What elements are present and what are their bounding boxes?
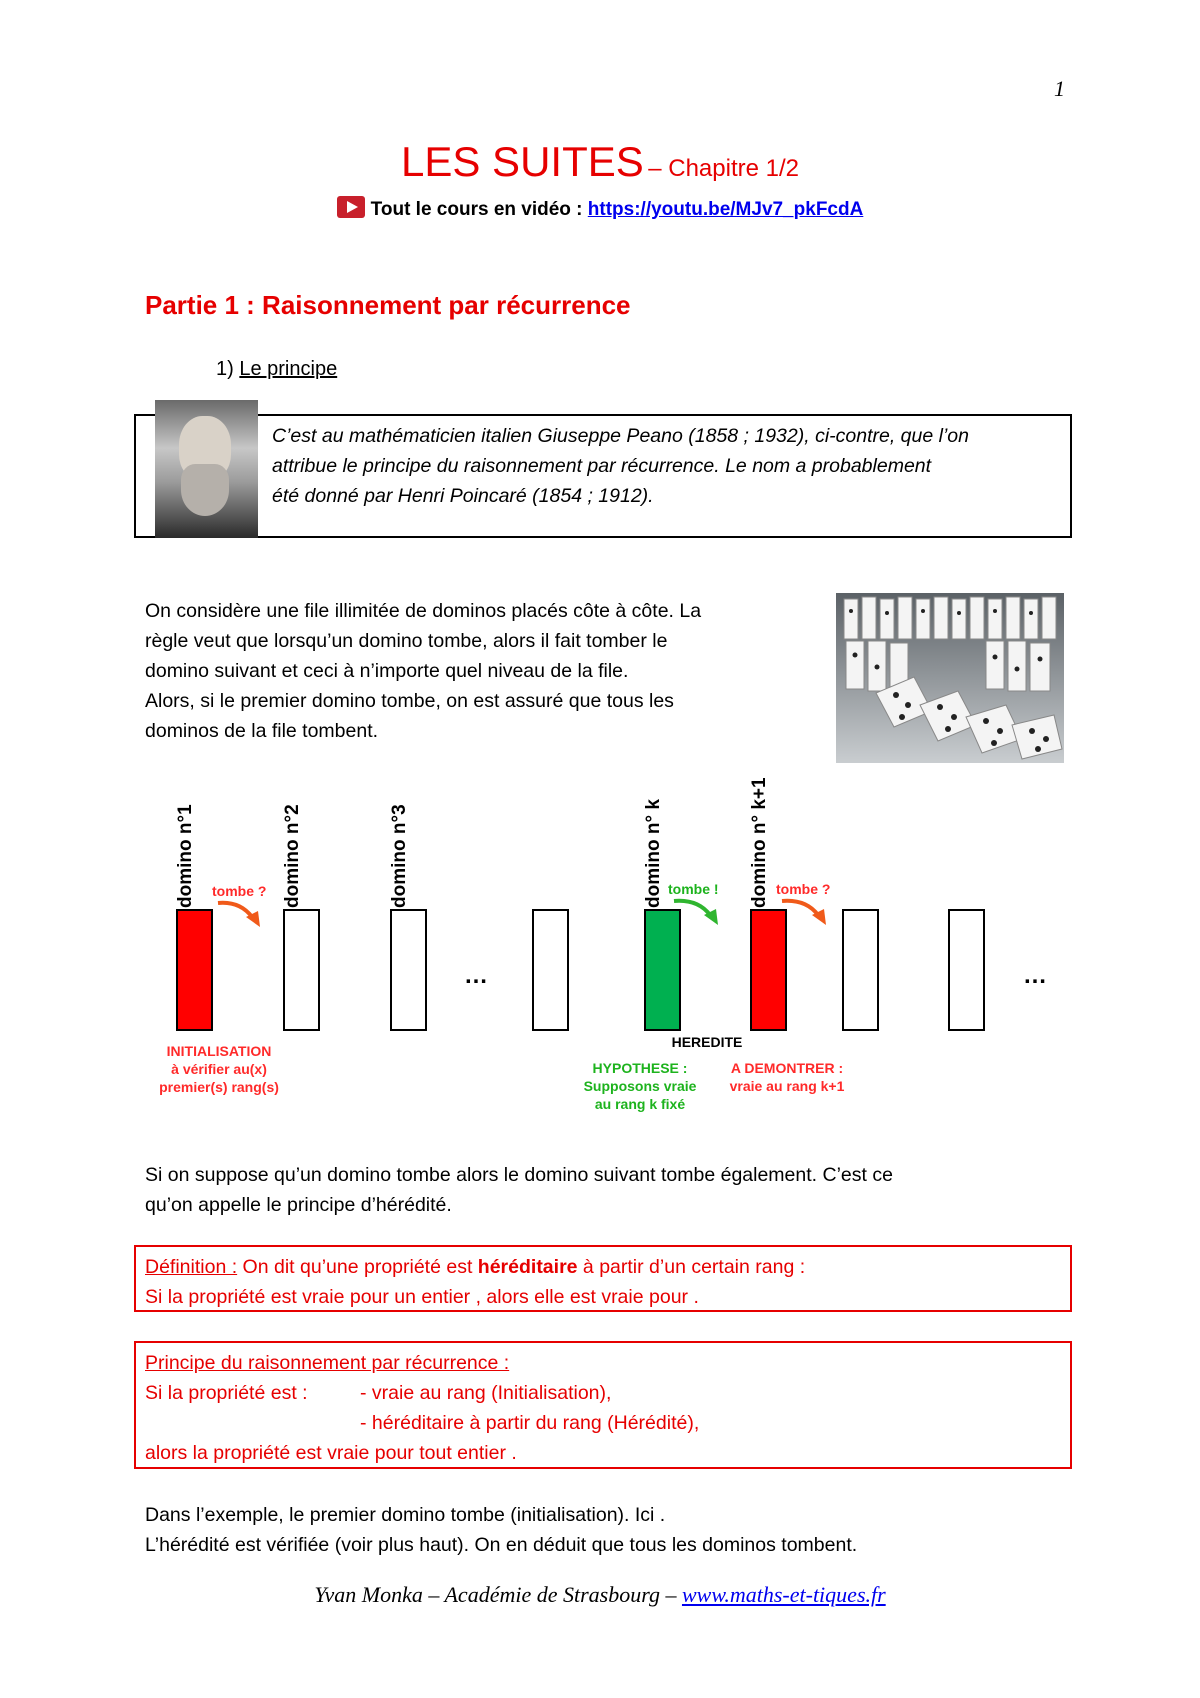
caption-hypothese: HYPOTHESE : — [592, 1060, 688, 1076]
part-title: Partie 1 : Raisonnement par récurrence — [145, 290, 631, 320]
domino-k2 — [843, 910, 878, 1030]
label-domino-k1: domino n° k+1 — [749, 777, 770, 908]
caption-demontrer: A DEMONTRER : — [730, 1060, 844, 1076]
domino-k-minus — [533, 910, 568, 1030]
principle-label: Principe du raisonnement par récurrence : — [145, 1352, 510, 1374]
page-number: 1 — [1054, 76, 1065, 101]
definition-text-a: On dit qu’une propriété est — [237, 1256, 478, 1278]
page-title — [0, 138, 1200, 186]
title-main: LES SUITES — [401, 138, 644, 185]
heredite-paragraph — [145, 1160, 1075, 1220]
definition-label: Définition : — [145, 1256, 238, 1278]
domino-2 — [284, 910, 319, 1030]
domino-k1 — [751, 910, 786, 1030]
definition-text-c: à partir d’un certain rang : — [577, 1256, 806, 1278]
domino-k — [645, 910, 680, 1030]
paragraph-line: On considère une file illimitée de dominos placés côte à côte. La — [145, 600, 702, 622]
paragraph-line: Dans l’exemple, le premier domino tombe (initialisation). Ici . — [145, 1504, 666, 1526]
section-heading — [216, 358, 337, 381]
label-tombe-k: tombe ! — [668, 881, 719, 897]
peano-line: C’est au mathématicien italien Giuseppe Peano (1858 ; 1932), ci-contre, que l’on — [272, 425, 969, 447]
conclusion-paragraph — [145, 1500, 1075, 1560]
principle-line-2: - héréditaire à partir du rang (Hérédité), — [360, 1412, 700, 1434]
section-title: Le principe — [239, 358, 338, 380]
peano-line: attribue le principe du raisonnement par récurrence. Le nom a probablement — [272, 455, 932, 477]
principle-line-1b: - vraie au rang (Initialisation), — [360, 1382, 612, 1404]
label-domino-1: domino n°1 — [175, 804, 196, 908]
label-tombe-1: tombe ? — [212, 883, 267, 899]
definition-text — [145, 1252, 1065, 1312]
label-domino-k: domino n° k — [643, 799, 664, 908]
title-chapter: – Chapitre 1/2 — [648, 155, 799, 182]
footer — [0, 1582, 1200, 1608]
paragraph-line: Si on suppose qu’un domino tombe alors le domino suivant tombe également. C’est ce — [145, 1164, 893, 1186]
label-tombe-k1: tombe ? — [776, 881, 831, 897]
peano-line: été donné par Henri Poincaré (1854 ; 1912). — [272, 485, 654, 507]
caption-dem-2: vraie au rang k+1 — [729, 1078, 845, 1094]
paragraph-line: domino suivant et ceci à n’importe quel niveau de la file. — [145, 660, 629, 682]
caption-initialisation: INITIALISATION — [166, 1043, 272, 1059]
fall-arrow-k1 — [782, 901, 818, 915]
section-number: 1) — [216, 358, 240, 380]
definition-keyword: héréditaire — [477, 1256, 578, 1278]
domino-diagram — [140, 775, 1060, 1140]
caption-hyp-3: au rang k fixé — [594, 1096, 686, 1112]
dominoes-photo — [836, 593, 1064, 763]
label-domino-3: domino n°3 — [389, 804, 410, 908]
definition-line-2: Si la propriété est vraie pour un entier , alors elle est vraie pour . — [145, 1286, 699, 1308]
domino-1 — [177, 910, 212, 1030]
caption-heredite: HEREDITE — [671, 1034, 743, 1050]
video-label: Tout le cours en vidéo : — [370, 199, 588, 220]
caption-init-2: à vérifier au(x) — [171, 1061, 267, 1077]
principle-line-3: alors la propriété est vraie pour tout entier . — [145, 1442, 517, 1464]
footer-link[interactable]: www.maths-et-tiques.fr — [681, 1582, 886, 1607]
domino-k3 — [949, 910, 984, 1030]
paragraph-line: L’hérédité est vérifiée (voir plus haut). On en déduit que tous les dominos tombent. — [145, 1534, 858, 1556]
ellipsis-2: … — [1023, 962, 1047, 989]
paragraph-line: Alors, si le premier domino tombe, on est assuré que tous les — [145, 690, 674, 712]
footer-text: Yvan Monka – Académie de Strasbourg – — [314, 1582, 682, 1607]
peano-portrait — [155, 400, 258, 538]
video-line — [0, 196, 1200, 221]
label-domino-2: domino n°2 — [282, 804, 303, 908]
peano-text — [272, 421, 1062, 511]
caption-init-3: premier(s) rang(s) — [159, 1079, 279, 1095]
principle-line-1a: Si la propriété est : — [145, 1382, 308, 1404]
video-link[interactable]: https://youtu.be/MJv7_pkFcdA — [587, 199, 864, 220]
caption-hyp-2: Supposons vraie — [583, 1078, 697, 1094]
ellipsis-1: … — [464, 962, 488, 989]
play-video-icon[interactable] — [337, 196, 365, 218]
principle-text — [145, 1348, 1065, 1468]
domino-3 — [391, 910, 426, 1030]
paragraph-line: règle veut que lorsqu’un domino tombe, alors il fait tomber le — [145, 630, 668, 652]
domino-paragraph — [145, 596, 785, 746]
fall-arrow — [218, 903, 252, 917]
paragraph-line: qu’on appelle le principe d’hérédité. — [145, 1194, 452, 1216]
paragraph-line: dominos de la file tombent. — [145, 720, 379, 742]
